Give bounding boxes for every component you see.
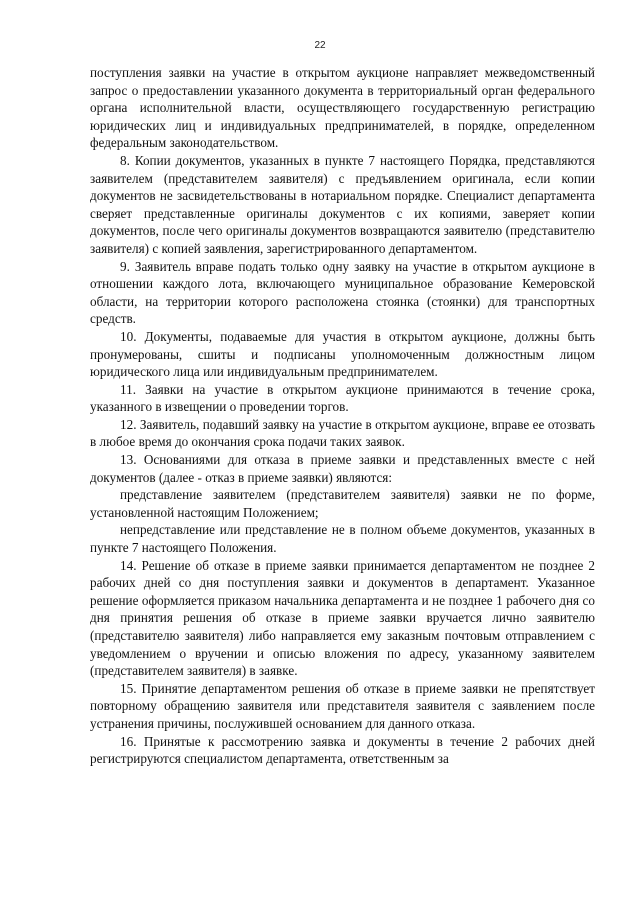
paragraph-item-14: 14. Решение об отказе в приеме заявки принимается департаментом не позднее 2 рабочих дней со дня поступления заявки и документов в департамент. Указанное решение оформляется приказом начальника департамента и не позднее 1 рабочего дня со дня принятия решения об отказе в приеме заявки вручается лично заявителю (представителю заявителя) либо направляется ему заказным почтовым отправлением с уведомлением о вручении и описью вложения по адресу, указанному заявителем (представителем заявителя) в заявке. [90,557,595,679]
paragraph-item-9: 9. Заявитель вправе подать только одну заявку на участие в открытом аукционе в отношении каждого лота, включающего муниципальное образование Кемеровской области, на территории которого расположена стоянка (стоянки) для транспортных средств. [90,258,595,327]
paragraph-item-12: 12. Заявитель, подавший заявку на участие в открытом аукционе, вправе ее отозвать в любое время до окончания срока подачи таких заявок. [90,416,595,450]
paragraph-item-13: 13. Основаниями для отказа в приеме заявки и представленных вместе с ней документов (далее - отказ в приеме заявки) являются: [90,452,595,485]
paragraph-item-15: 15. Принятие департаментом решения об отказе в приеме заявки не препятствует повторному обращению заявителя или представителя заявителя с заявлением после устранения причины, послужившей основанием для данного отказа. [90,680,595,731]
paragraph-item-10: 10. Документы, подаваемые для участия в открытом аукционе, должны быть пронумерованы, сшиты и подписаны уполномоченным должностным лицом юридического лица или индивидуальным предпринимателем. [90,328,595,380]
paragraph-item-13-reason-1: представление заявителем (представителем заявителя) заявки не по форме, установленной настоящим Положением; [90,487,595,520]
paragraph-continuation: поступления заявки на участие в открытом аукционе направляет межведомственный запрос о предоставлении указанного документа в территориальный орган федерального органа исполнительной власти, осуществляющего государственную регистрацию юридических лиц и индивидуальных предпринимателей, в порядке, определенном федеральным законодательством. [90,65,595,151]
paragraph-item-16: 16. Принятые к рассмотрению заявка и документы в течение 2 рабочих дней регистрируются специалистом департамента, ответственным за [90,733,595,767]
paragraph-item-13-reason-2: непредставление или представление не в полном объеме документов, указанных в пункте 7 настоящего Положения. [90,522,595,556]
paragraph-item-8: 8. Копии документов, указанных в пункте 7 настоящего Порядка, представляются заявителем (представителем заявителя) с предъявлением оригинала, если копии документов не засвидетельствованы в нотариальном порядке. Специалист департамента сверяет представленные оригиналы документов с их копиями, заверяет копии документов, после чего оригиналы документов возвращаются заявителю (представителю заявителя) с копией заявления, зарегистрированного департаментом. [90,152,595,256]
document-body [90,64,595,768]
paragraph-item-11: 11. Заявки на участие в открытом аукционе принимаются в течение срока, указанного в извещении о проведении торгов. [90,381,595,415]
page-number: 22 [314,40,326,51]
